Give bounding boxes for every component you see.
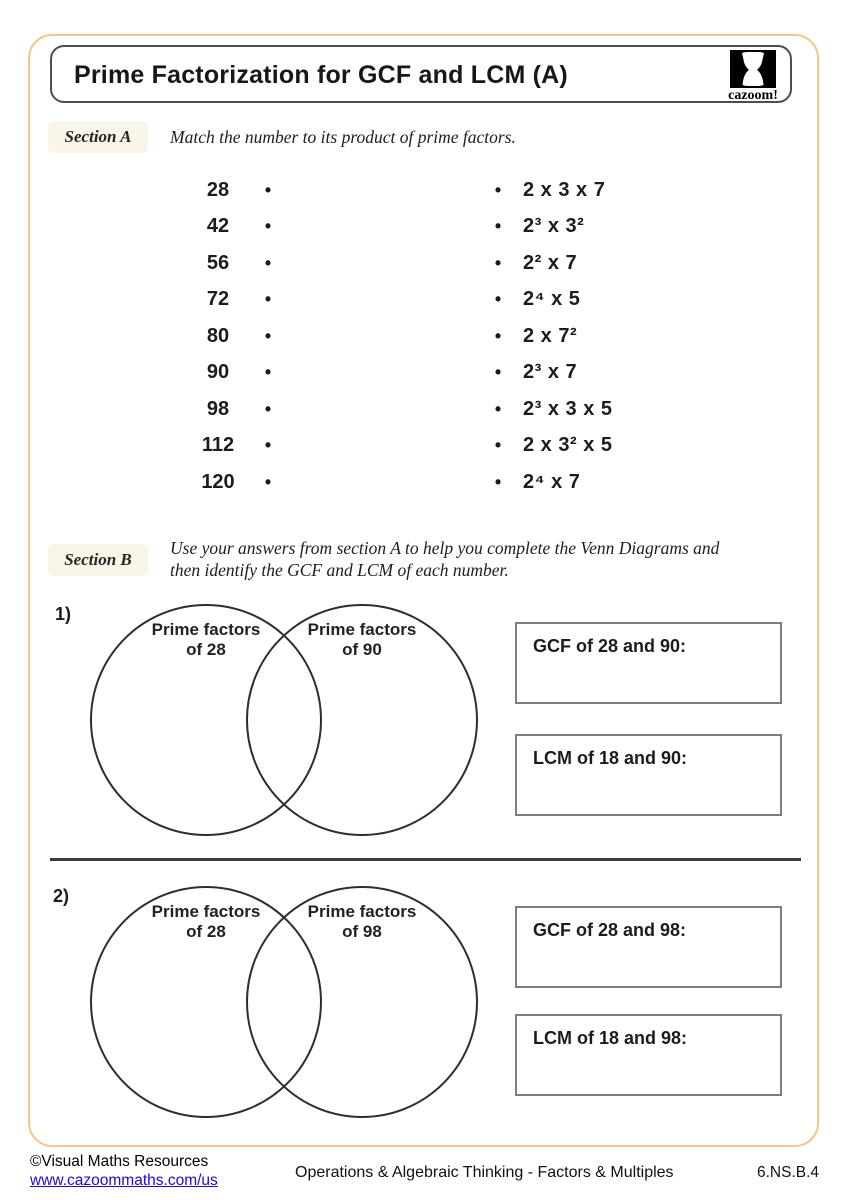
match-row bbox=[0, 282, 849, 319]
venn-1-left-label-line1: Prime factors bbox=[151, 620, 261, 639]
bullet-dot: • bbox=[494, 252, 502, 273]
match-number: 56 bbox=[206, 251, 230, 274]
bullet-dot: • bbox=[494, 398, 502, 419]
venn-1-right-label-line1: Prime factors bbox=[307, 620, 417, 639]
bullet-dot: • bbox=[494, 179, 502, 200]
match-row bbox=[0, 172, 849, 209]
match-product: 2⁴ x 5 bbox=[523, 288, 581, 311]
venn-2-left-label-line2: of 28 bbox=[186, 922, 226, 941]
cazoom-logo-text: cazoom! bbox=[728, 88, 778, 103]
match-row bbox=[0, 464, 849, 501]
match-product: 2³ x 3 x 5 bbox=[523, 397, 613, 420]
section-b-instruction bbox=[170, 537, 719, 581]
section-b-instruction-line1: Use your answers from section A to help you complete the Venn Diagrams and bbox=[170, 538, 720, 558]
match-product: 2³ x 3² bbox=[523, 215, 585, 238]
footer-standard-code: 6.NS.B.4 bbox=[757, 1164, 820, 1181]
page-title: Prime Factorization for GCF and LCM (A) bbox=[74, 61, 568, 89]
cazoom-drum-icon bbox=[730, 50, 776, 88]
cazoom-logo bbox=[725, 50, 781, 103]
problem-2-number: 2) bbox=[53, 886, 70, 906]
match-row bbox=[0, 391, 849, 428]
match-product: 2² x 7 bbox=[523, 251, 578, 274]
venn-2-right-label-line2: of 98 bbox=[342, 922, 382, 941]
match-product: 2³ x 7 bbox=[523, 361, 578, 384]
lcm-answer-box-2: LCM of 18 and 98: bbox=[515, 1014, 782, 1096]
section-divider-line bbox=[50, 858, 801, 861]
match-product: 2⁴ x 7 bbox=[523, 470, 581, 493]
bullet-dot: • bbox=[264, 179, 272, 200]
venn-1-left-label-line2: of 28 bbox=[186, 640, 226, 659]
venn-2-right-label bbox=[276, 902, 448, 942]
section-a-instruction: Match the number to its product of prime factors. bbox=[170, 127, 516, 147]
bullet-dot: • bbox=[264, 471, 272, 492]
bullet-dot: • bbox=[264, 252, 272, 273]
match-number: 112 bbox=[201, 434, 235, 457]
section-a-label: Section A bbox=[48, 121, 148, 153]
section-b-label: Section B bbox=[48, 544, 148, 576]
venn-1-left-label bbox=[120, 620, 292, 660]
bullet-dot: • bbox=[494, 289, 502, 310]
venn-2-left-label-line1: Prime factors bbox=[151, 902, 261, 921]
match-row bbox=[0, 318, 849, 355]
match-number: 72 bbox=[206, 288, 230, 311]
venn-1-right-label bbox=[276, 620, 448, 660]
matching-list bbox=[0, 172, 849, 501]
match-row bbox=[0, 209, 849, 246]
gcf-answer-box-1: GCF of 28 and 90: bbox=[515, 622, 782, 704]
match-number: 28 bbox=[206, 178, 230, 201]
bullet-dot: • bbox=[264, 398, 272, 419]
bullet-dot: • bbox=[264, 325, 272, 346]
bullet-dot: • bbox=[264, 362, 272, 383]
bullet-dot: • bbox=[494, 435, 502, 456]
bullet-dot: • bbox=[494, 362, 502, 383]
bullet-dot: • bbox=[494, 471, 502, 492]
bullet-dot: • bbox=[494, 325, 502, 346]
footer-topic-text: Operations & Algebraic Thinking - Factors & Multiples bbox=[295, 1164, 674, 1181]
bullet-dot: • bbox=[494, 216, 502, 237]
venn-2-left-label bbox=[120, 902, 292, 942]
bullet-dot: • bbox=[264, 216, 272, 237]
footer-copyright: ©Visual Maths Resources bbox=[30, 1153, 209, 1170]
match-product: 2 x 7² bbox=[523, 324, 578, 347]
match-number: 42 bbox=[206, 215, 230, 238]
venn-1-right-label-line2: of 90 bbox=[342, 640, 382, 659]
match-number: 98 bbox=[206, 397, 230, 420]
match-row bbox=[0, 428, 849, 465]
match-product: 2 x 3² x 5 bbox=[523, 434, 613, 457]
problem-1-number: 1) bbox=[55, 604, 72, 624]
match-number: 90 bbox=[206, 361, 230, 384]
match-row bbox=[0, 355, 849, 392]
section-b-instruction-line2: then identify the GCF and LCM of each number. bbox=[170, 560, 509, 580]
title-box bbox=[50, 45, 792, 103]
match-number: 120 bbox=[201, 470, 235, 493]
footer-website-link[interactable]: www.cazoommaths.com/us bbox=[30, 1172, 218, 1189]
bullet-dot: • bbox=[264, 435, 272, 456]
gcf-answer-box-2: GCF of 28 and 98: bbox=[515, 906, 782, 988]
match-product: 2 x 3 x 7 bbox=[523, 178, 606, 201]
bullet-dot: • bbox=[264, 289, 272, 310]
match-row bbox=[0, 245, 849, 282]
lcm-answer-box-1: LCM of 18 and 90: bbox=[515, 734, 782, 816]
match-number: 80 bbox=[206, 324, 230, 347]
venn-2-right-label-line1: Prime factors bbox=[307, 902, 417, 921]
